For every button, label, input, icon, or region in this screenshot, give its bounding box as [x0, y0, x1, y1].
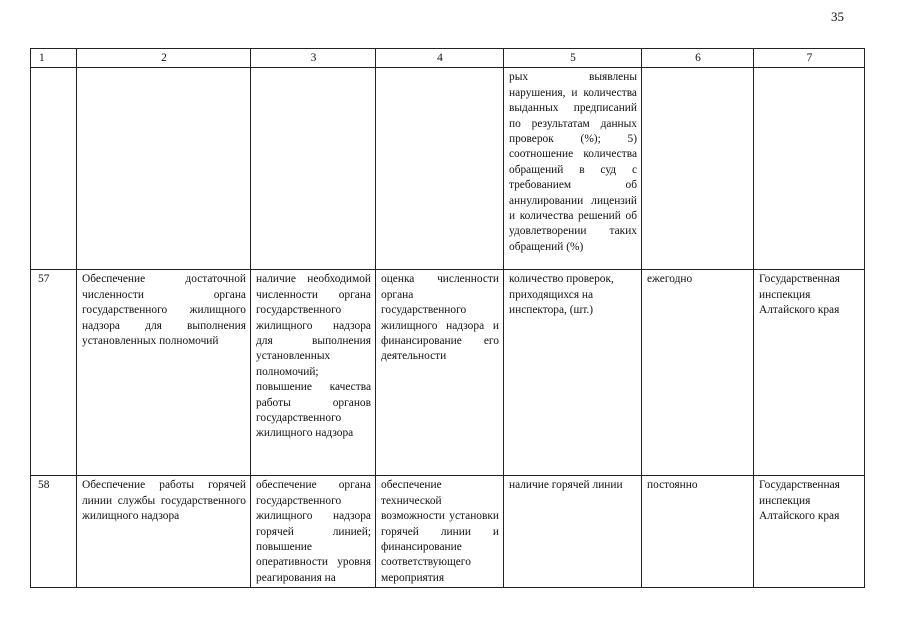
column-header-7: 7	[754, 49, 865, 68]
indicator-cell: рых выявлены нарушения, и количества выданных предписаний по результатам данных проверок (%); 5) соотношение количества обращений в суд с требованием об аннулировании лицензий и количества решений об удовлетворении таких обращений (%)	[504, 68, 642, 270]
column-header-3: 3	[251, 49, 376, 68]
table-row	[31, 68, 865, 270]
table-row	[31, 476, 865, 588]
row-number-cell: 57	[31, 270, 77, 476]
table-header-row	[31, 49, 865, 68]
measure-name-cell: Обеспечение достаточной численности органа государственного жилищного надзора для выполнения установленных полномочий	[77, 270, 251, 476]
column-header-5: 5	[504, 49, 642, 68]
responsible-cell: Государственная инспекция Алтайского края	[754, 270, 865, 476]
measure-name-cell	[77, 68, 251, 270]
column-header-4: 4	[376, 49, 504, 68]
task-cell	[251, 68, 376, 270]
row-number-cell	[31, 68, 77, 270]
measures-table	[30, 48, 865, 588]
measure-name-cell: Обеспечение работы горячей линии службы государственного жилищного надзора	[77, 476, 251, 588]
column-header-1: 1	[31, 49, 77, 68]
responsible-cell: Государственная инспекция Алтайского края	[754, 476, 865, 588]
page-number: 35	[831, 9, 844, 24]
action-cell: оценка численности органа государственного жилищного надзора и финансирование его деятельности	[376, 270, 504, 476]
frequency-cell	[642, 68, 754, 270]
action-cell	[376, 68, 504, 270]
column-header-2: 2	[77, 49, 251, 68]
responsible-cell	[754, 68, 865, 270]
frequency-cell: постоянно	[642, 476, 754, 588]
table-row	[31, 270, 865, 476]
action-cell: обеспечение технической возможности установки горячей линии и финансирование соответствующего мероприятия	[376, 476, 504, 588]
indicator-cell: количество проверок, приходящихся на инспектора, (шт.)	[504, 270, 642, 476]
row-number-cell: 58	[31, 476, 77, 588]
task-cell: обеспечение органа государственного жилищного надзора горячей линией; повышение оперативности уровня реагирования на	[251, 476, 376, 588]
column-header-6: 6	[642, 49, 754, 68]
frequency-cell: ежегодно	[642, 270, 754, 476]
task-cell: наличие необходимой численности органа государственного жилищного надзора для выполнения установленных полномочий; повышение качества работы органов государственного жилищного надзора	[251, 270, 376, 476]
indicator-cell: наличие горячей линии	[504, 476, 642, 588]
